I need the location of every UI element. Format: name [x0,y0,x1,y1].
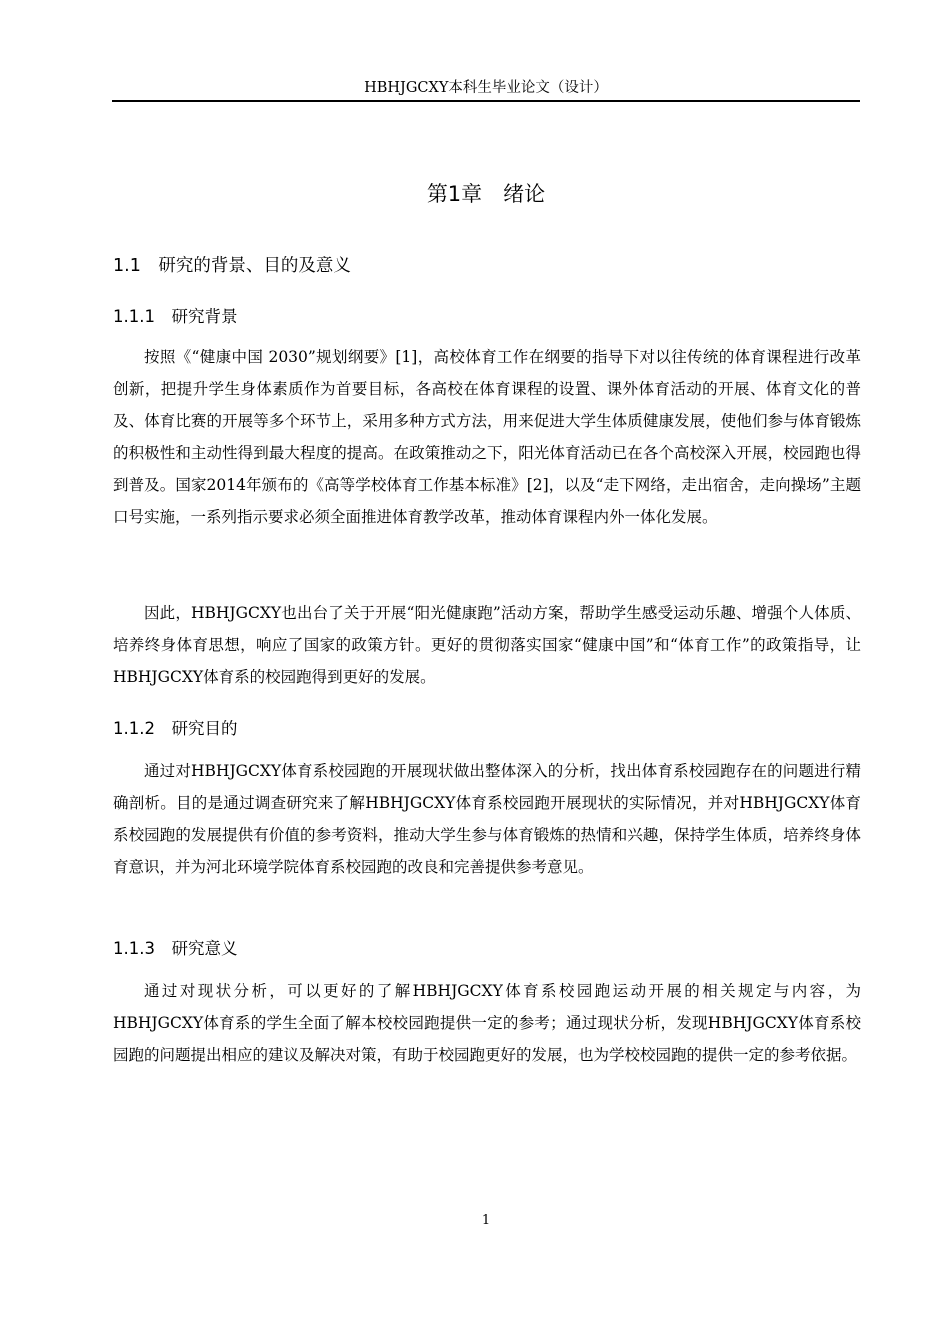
page-header: HBHJGCXY本科生毕业论文（设计） [364,80,608,96]
page-number: 1 [481,1213,491,1228]
section-heading-1-1: 1.1 研究的背景、目的及意义 [113,256,351,276]
paragraph-background-1: 按照《“健康中国 2030”规划纲要》[1]，高校体育工作在纲要的指导下对以往传统的体育课程进行改革创新，把提升学生身体素质作为首要目标，各高校在体育课程的设置、课外体育活动的开展、体育文化的普及、体育比赛的开展等多个环节上，采用多种方式方法，用来促进大学生体质健康发展，使他们参与体育锻炼的积极性和主动性得到最大程度的提高。在政策推动之下，阳光体育活动已在各个高校深入开展，校园跑也得到普及。国家2014年颁布的《高等学校体育工作基本标准》[2]，以及“走下网络，走出宿舍，走向操场”主题口号实施，一系列指示要求必须全面推进体育教学改革，推动体育课程内外一体化发展。 [113,348,861,526]
header-rule [112,100,860,102]
chapter-title: 第1章 绪论 [426,182,546,206]
paragraph-purpose: 通过对HBHJGCXY体育系校园跑的开展现状做出整体深入的分析，找出体育系校园跑存在的问题进行精确剖析。目的是通过调查研究来了解HBHJGCXY体育系校园跑开展现状的实际情况，并对HBHJGCXY体育系校园跑的发展提供有价值的参考资料，推动大学生参与体育锻炼的热情和兴趣，保持学生体质，培养终身体育意识，并为河北环境学院体育系校园跑的改良和完善提供参考意见。 [113,762,861,876]
subsection-heading-1-1-3: 1.1.3 研究意义 [113,939,238,958]
subsection-heading-1-1-1: 1.1.1 研究背景 [113,307,238,326]
subsection-heading-1-1-2: 1.1.2 研究目的 [113,719,238,738]
paragraph-significance: 通过对现状分析，可以更好的了解HBHJGCXY体育系校园跑运动开展的相关规定与内容，为HBHJGCXY体育系的学生全面了解本校校园跑提供一定的参考；通过现状分析，发现HBHJGCXY体育系校园跑的问题提出相应的建议及解决对策，有助于校园跑更好的发展，也为学校校园跑的提供一定的参考依据。 [113,982,861,1064]
paragraph-background-2: 因此，HBHJGCXY也出台了关于开展“阳光健康跑”活动方案，帮助学生感受运动乐趣、增强个人体质、培养终身体育思想，响应了国家的政策方针。更好的贯彻落实国家“健康中国”和“体育工作”的政策指导，让HBHJGCXY体育系的校园跑得到更好的发展。 [113,604,861,686]
